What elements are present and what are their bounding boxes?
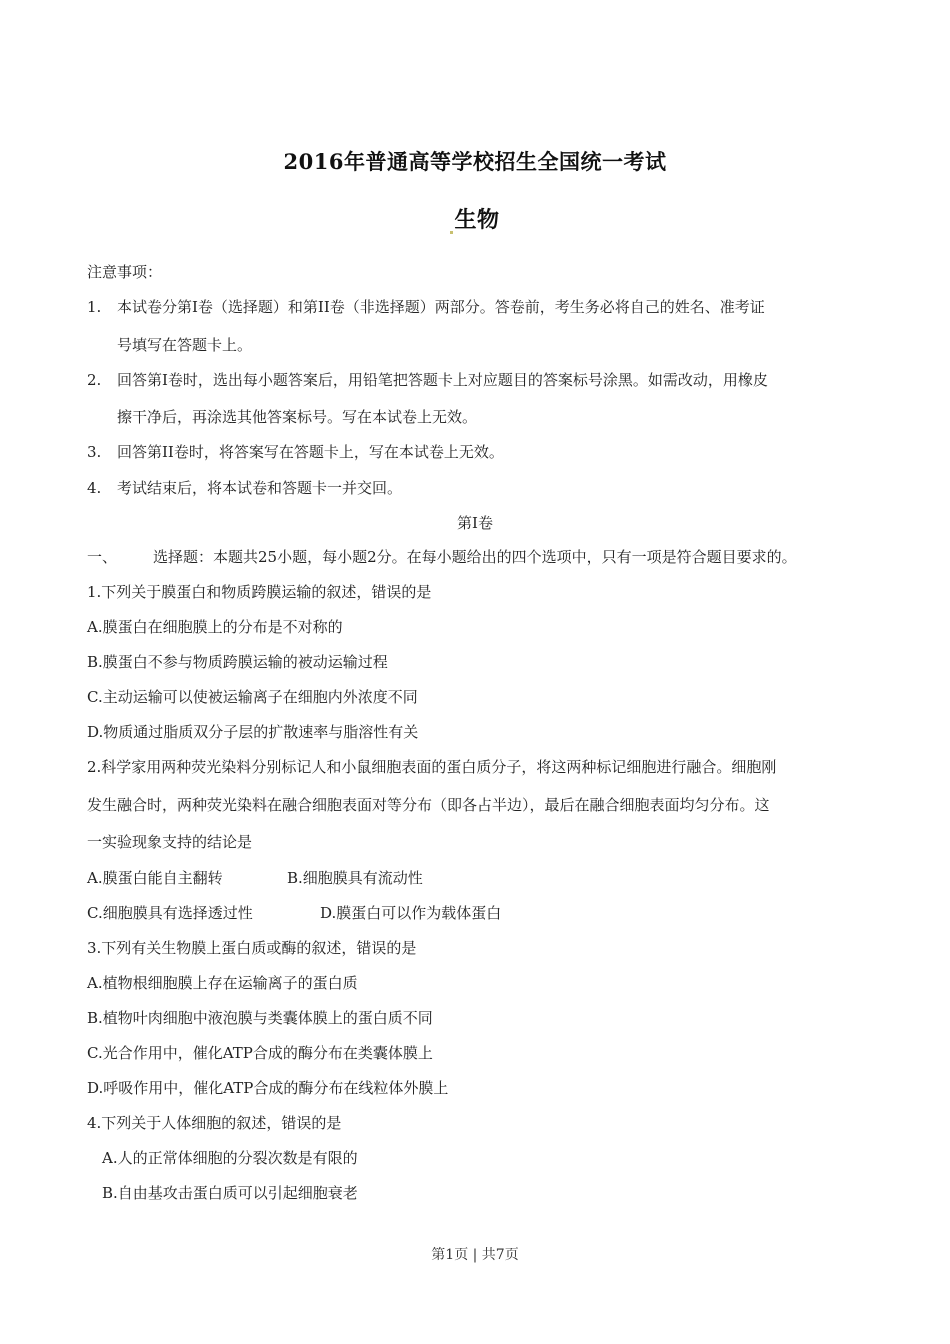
part-text: 选择题：本题共25小题，每小题2分。在每小题给出的四个选项中，只有一项是符合题目要求的。 [153,548,797,566]
notice-heading: 注意事项： [87,263,163,281]
question-2-stem-line1: 2.科学家用两种荧光染料分别标记人和小鼠细胞表面的蛋白质分子，将这两种标记细胞进行融合。细胞刚 [87,758,777,776]
question-3-stem: 3.下列有关生物膜上蛋白质或酶的叙述，错误的是 [87,939,417,957]
question-2-stem-line2: 发生融合时，两种荧光染料在融合细胞表面对等分布（即各占半边），最后在融合细胞表面均匀分布。这 [87,796,770,814]
notice-item-1-cont: 号填写在答题卡上。 [117,336,253,354]
notice-item-4 [87,478,402,498]
q2-option-b: B.细胞膜具有流动性 [287,869,423,887]
q3-option-c: C.光合作用中，催化ATP合成的酶分布在类囊体膜上 [87,1044,433,1062]
q1-option-d: D.物质通过脂质双分子层的扩散速率与脂溶性有关 [87,723,419,741]
notice-text: 本试卷分第Ⅰ卷（选择题）和第II卷（非选择题）两部分。答卷前，考生务必将自己的姓名、准考证 [117,298,765,316]
q2-option-c: C.细胞膜具有选择透过性 [87,904,253,922]
notice-text: 回答第Ⅰ卷时，选出每小题答案后，用铅笔把答题卡上对应题目的答案标号涂黑。如需改动，用橡皮 [117,371,768,389]
notice-text: 回答第II卷时，将答案写在答题卡上，写在本试卷上无效。 [117,443,504,461]
part-heading [87,547,797,567]
question-4-stem: 4.下列关于人体细胞的叙述，错误的是 [87,1114,342,1132]
notice-item-2-cont: 擦干净后，再涂选其他答案标号。写在本试卷上无效。 [117,408,478,426]
notice-num: 1. [87,298,102,316]
question-2-stem-line3: 一实验现象支持的结论是 [87,833,253,851]
q1-option-c: C.主动运输可以使被运输离子在细胞内外浓度不同 [87,688,418,706]
notice-num: 4. [87,479,102,497]
notice-text: 考试结束后，将本试卷和答题卡一并交回。 [117,479,403,497]
volume-label: 第Ⅰ卷 [457,514,493,532]
q3-option-a: A.植物根细胞膜上存在运输离子的蛋白质 [87,974,358,992]
notice-item-1 [87,297,765,317]
q1-option-b: B.膜蛋白不参与物质跨膜运输的被动运输过程 [87,653,388,671]
subject-title [0,203,950,234]
q2-option-d: D.膜蛋白可以作为载体蛋白 [320,904,502,922]
notice-num: 2. [87,371,102,389]
q3-option-b: B.植物叶肉细胞中液泡膜与类囊体膜上的蛋白质不同 [87,1009,433,1027]
page-footer: 第1页 | 共7页 [431,1247,519,1263]
subject-label: 生物 [454,207,500,233]
exam-title: 2016年普通高等学校招生全国统一考试 [283,149,667,174]
q2-option-a: A.膜蛋白能自主翻转 [87,869,223,887]
notice-item-3 [87,442,504,462]
q3-option-d: D.呼吸作用中，催化ATP合成的酶分布在线粒体外膜上 [87,1079,449,1097]
notice-item-2 [87,370,768,390]
part-num: 一、 [87,548,118,566]
notice-num: 3. [87,443,102,461]
q4-option-a: A.人的正常体细胞的分裂次数是有限的 [102,1149,358,1167]
q4-option-b: B.自由基攻击蛋白质可以引起细胞衰老 [102,1184,358,1202]
q1-option-a: A.膜蛋白在细胞膜上的分布是不对称的 [87,618,343,636]
question-1-stem: 1.下列关于膜蛋白和物质跨膜运输的叙述，错误的是 [87,583,432,601]
